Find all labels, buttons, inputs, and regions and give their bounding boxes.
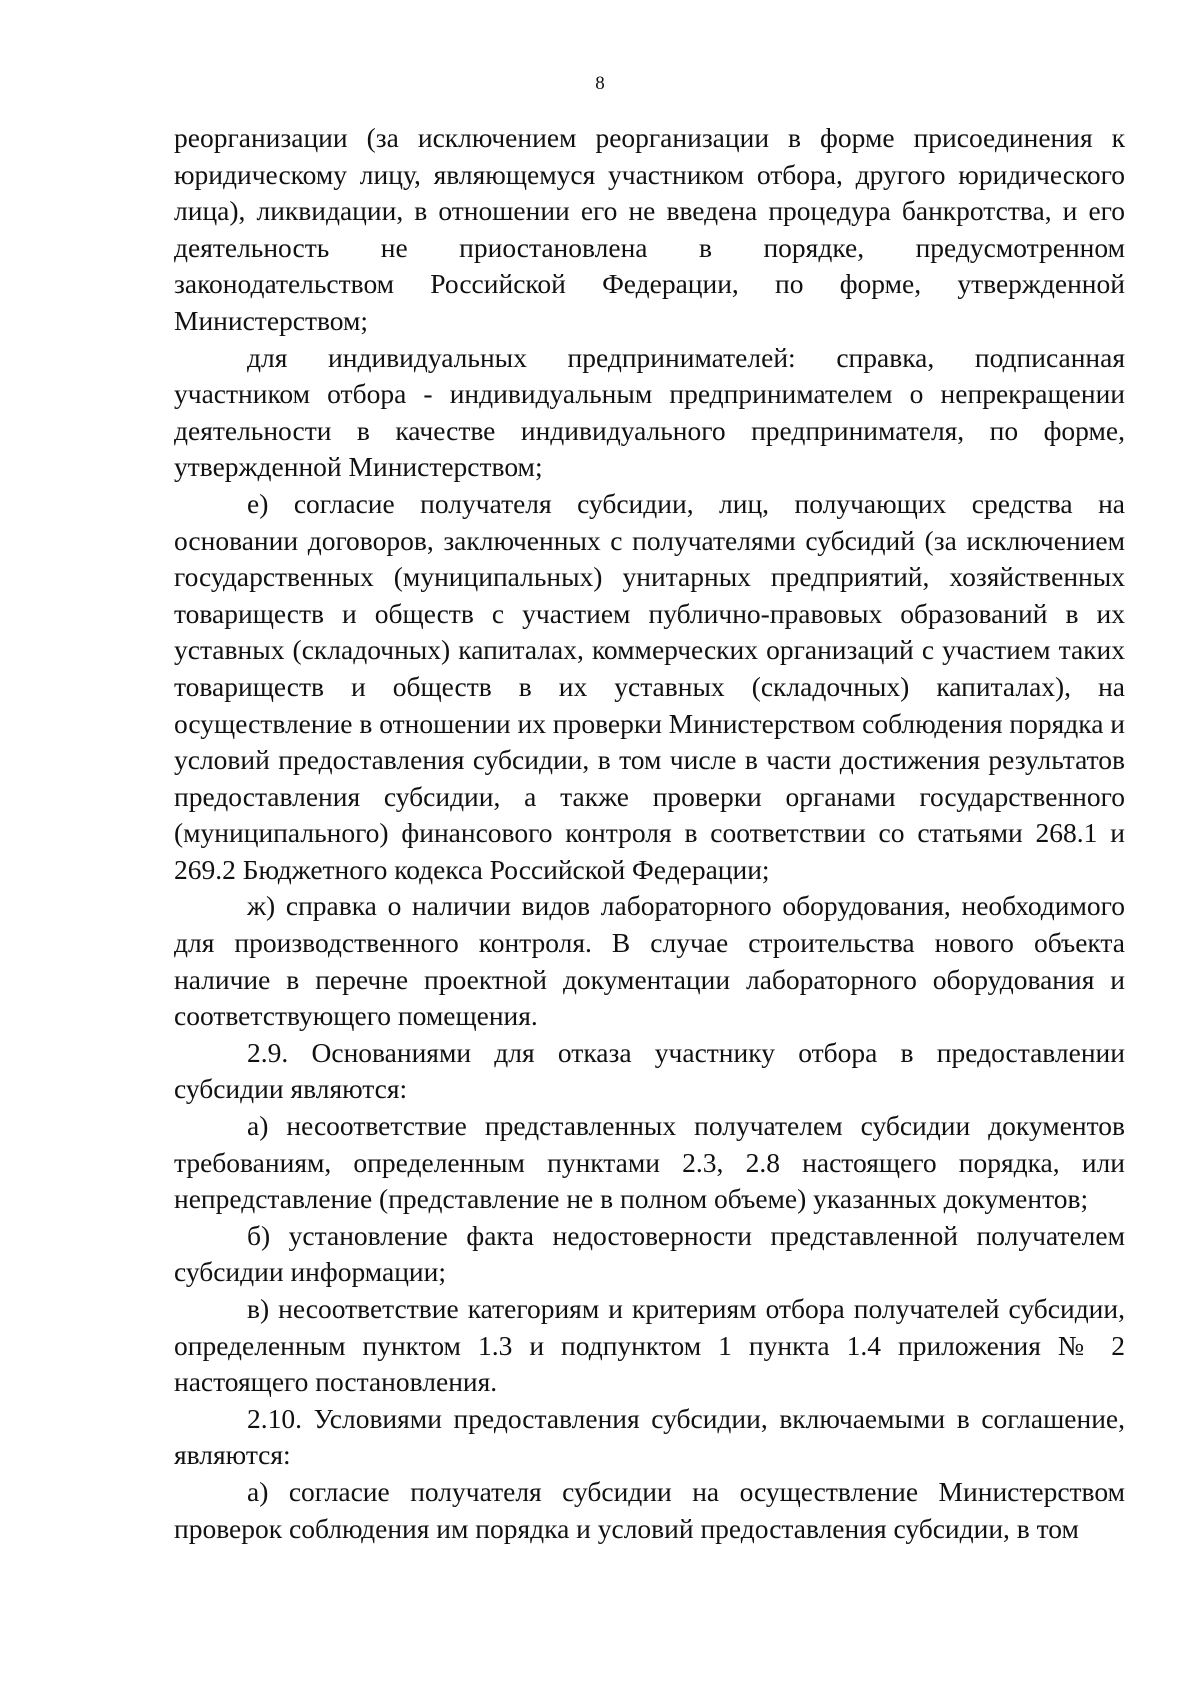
document-body bbox=[174, 120, 1125, 1547]
page-number: 8 bbox=[595, 73, 605, 94]
paragraph-item-e-consent: е) согласие получателя субсидии, лиц, получающих средства на основании договоров, заключенных с получателями субсидий (за исключением государственных (муниципальных) унитарных предприятий, хозяйственных товариществ и обществ с участием публично-правовых образований в их уставных (складочных) капиталах, коммерческих организаций с участием таких товариществ и обществ в их уставных (складочных) капиталах), на осуществление в отношении их проверки Министерством соблюдения порядка и условий предоставления субсидии, в том числе в части достижения результатов предоставления субсидии, а также проверки органами государственного (муниципального) финансового контроля в соответствии со статьями 268.1 и 269.2 Бюджетного кодекса Российской Федерации; bbox=[174, 487, 1126, 885]
paragraph-2-9-item-a: а) несоответствие представленных получателем субсидии документов требованиям, определенным пунктами 2.3, 2.8 настоящего порядка, или непредставление (представление не в полном объеме) указанных документов; bbox=[174, 1110, 1125, 1215]
paragraph-2-9-item-b: б) установление факта недостоверности представленной получателем субсидии информации; bbox=[174, 1219, 1125, 1288]
paragraph-2-9-item-v: в) несоответствие категориям и критериям отбора получателей субсидии, определенным пунктом 1.3 и подпунктом 1 пункта 1.4 приложения № 2 настоящего постановления. bbox=[174, 1293, 1125, 1398]
paragraph-2-10-conditions: 2.10. Условиями предоставления субсидии, включаемыми в соглашение, являются: bbox=[174, 1402, 1125, 1471]
paragraph-item-zh-laboratory: ж) справка о наличии видов лабораторного оборудования, необходимого для производственного контроля. В случае строительства нового объекта наличие в перечне проектной документации лабораторного оборудования и соответствующего помещения. bbox=[174, 890, 1125, 1032]
paragraph-individual-entrepreneurs: для индивидуальных предпринимателей: справка, подписанная участником отбора - индивидуальным предпринимателем о непрекращении деятельности в качестве индивидуального предпринимателя, по форме, утвержденной Министерством; bbox=[174, 341, 1125, 483]
paragraph-reorganization-continuation: реорганизации (за исключением реорганизации в форме присоединения к юридическому лицу, являющемуся участником отбора, другого юридического лица), ликвидации, в отношении его не введена процедура банкротства, и его деятельность не приостановлена в порядке, предусмотренном законодательством Российской Федерации, по форме, утвержденной Министерством; bbox=[174, 122, 1125, 336]
paragraph-2-10-item-a: а) согласие получателя субсидии на осуществление Министерством проверок соблюдения им порядка и условий предоставления субсидии, в том bbox=[174, 1475, 1125, 1544]
paragraph-2-9-refusal-grounds: 2.9. Основаниями для отказа участнику отбора в предоставлении субсидии являются: bbox=[174, 1036, 1125, 1105]
